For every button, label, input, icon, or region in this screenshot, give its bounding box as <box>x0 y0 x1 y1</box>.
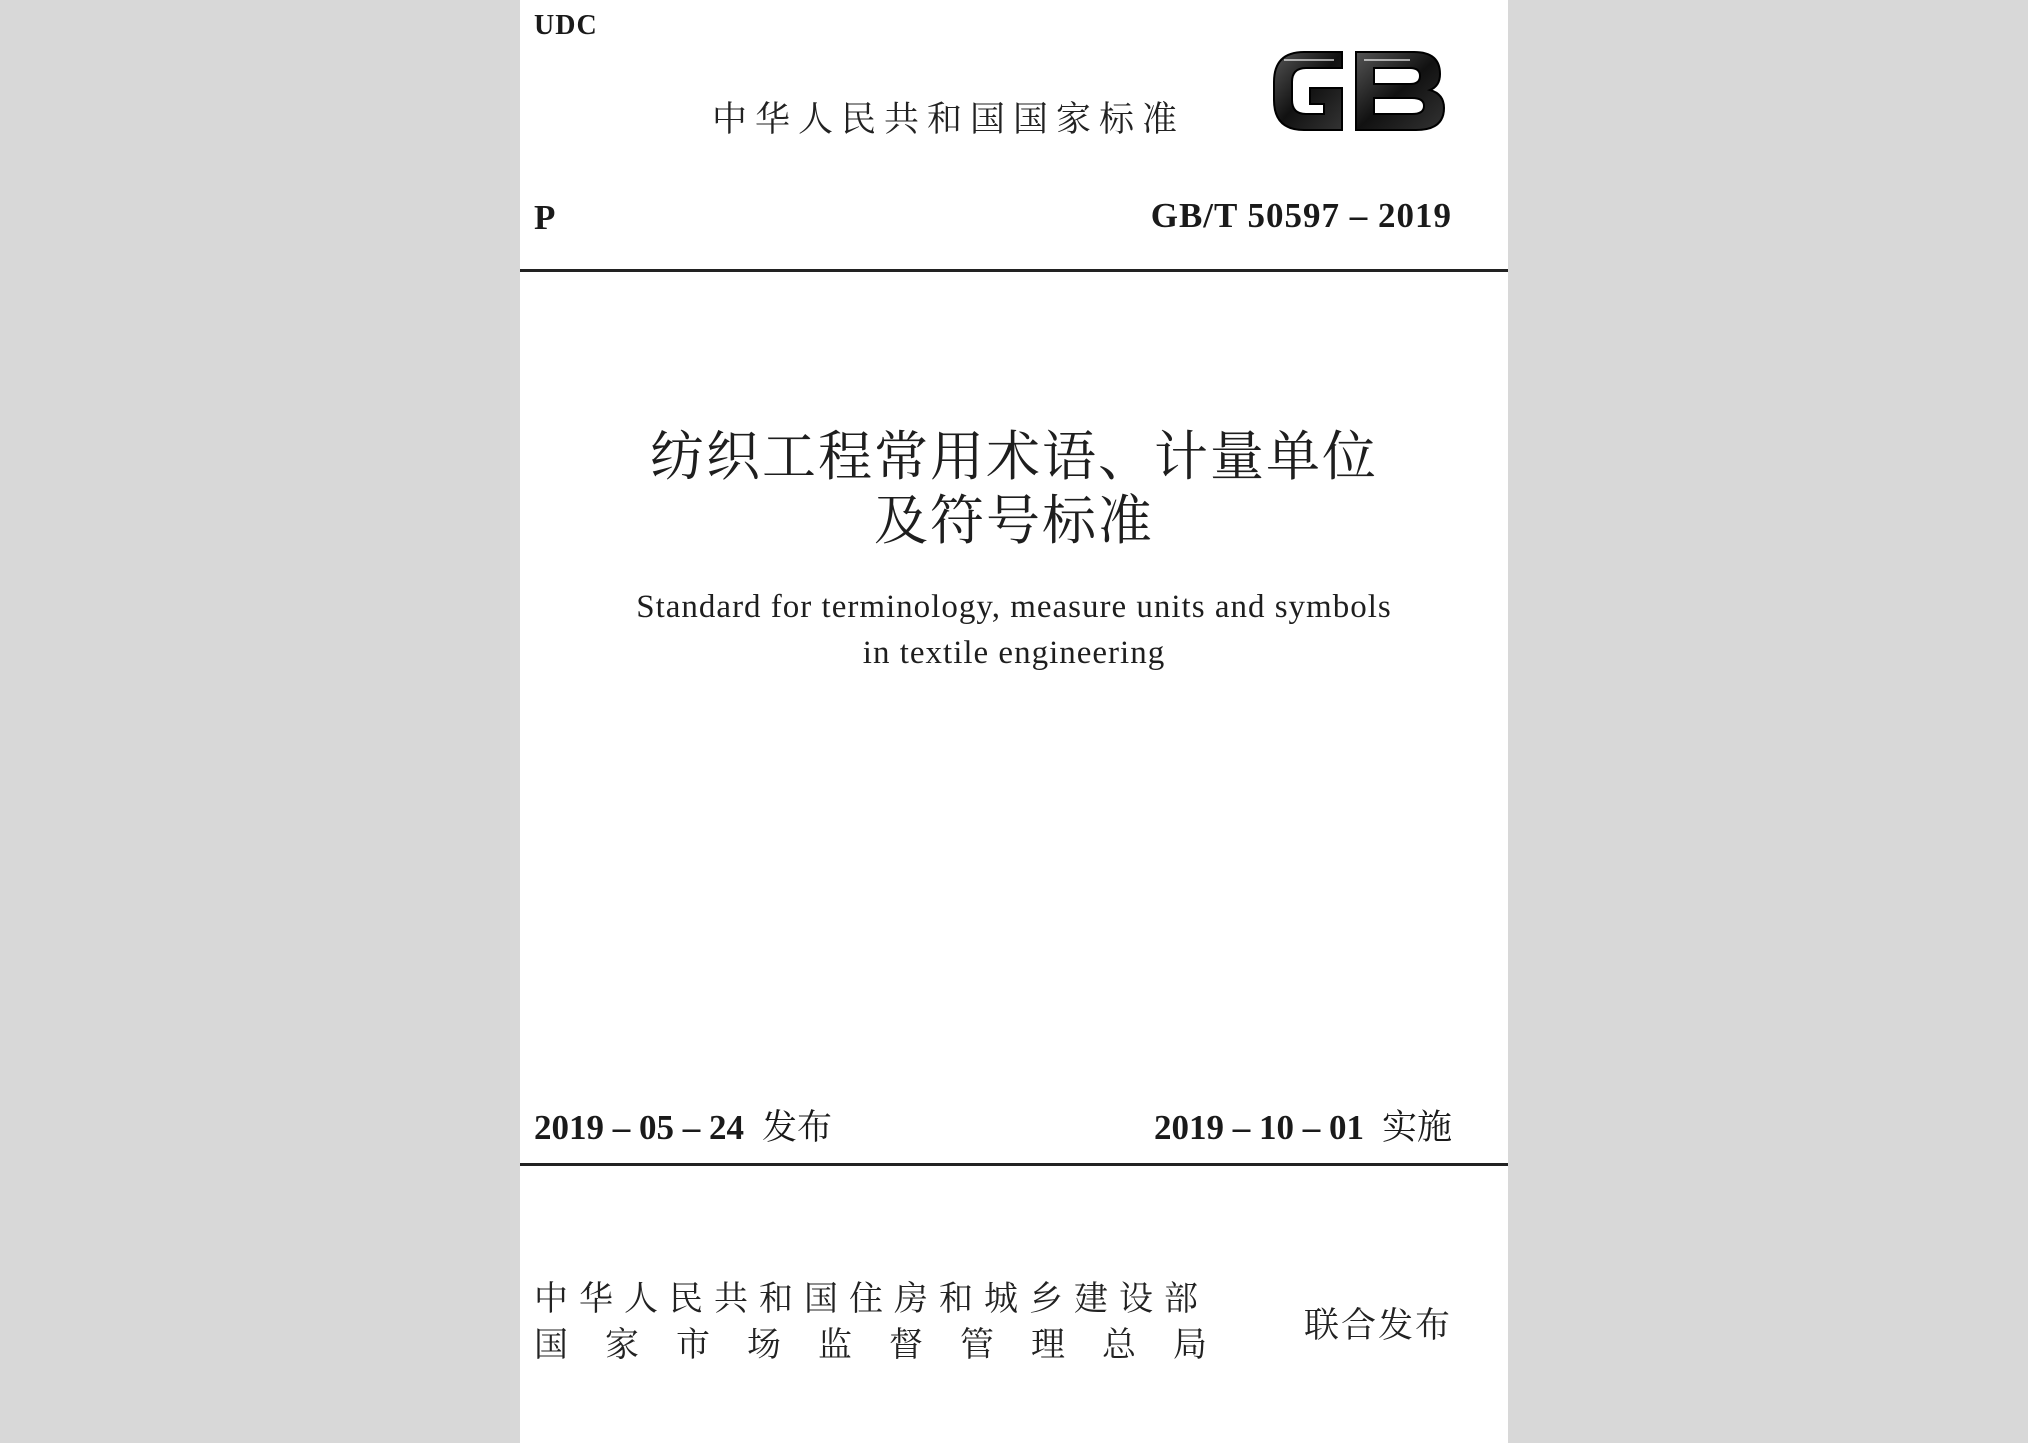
bottom-divider <box>520 1163 1508 1166</box>
issuer-administration: 国家市场监督管理总局 <box>534 1325 1244 1365</box>
gb-logo-icon <box>1264 38 1452 138</box>
implementation-date <box>1154 1100 1452 1150</box>
top-divider <box>520 269 1508 272</box>
english-title-line-2: in textile engineering <box>862 635 1166 671</box>
issuer-ministry: 中华人民共和国住房和城乡建设部 <box>534 1279 1209 1319</box>
standard-cover-page <box>520 0 1508 1443</box>
issue-date-label: 发布 <box>762 1108 833 1148</box>
implementation-date-label: 实施 <box>1381 1108 1452 1148</box>
issue-date-value: 2019 – 05 – 24 <box>534 1108 744 1147</box>
chinese-title-line-1: 纺织工程常用术语、计量单位 <box>650 425 1378 488</box>
implementation-date-value: 2019 – 10 – 01 <box>1153 1108 1364 1147</box>
issuing-authorities <box>534 1276 1244 1368</box>
english-title <box>520 584 1508 676</box>
standard-number: GB/T 50597 – 2019 <box>1150 196 1452 235</box>
issue-date <box>534 1100 832 1150</box>
chinese-title <box>520 425 1508 553</box>
udc-label: UDC <box>534 10 598 41</box>
chinese-title-line-2: 及符号标准 <box>874 489 1154 552</box>
english-title-line-1: Standard for terminology, measure units and symbols <box>636 589 1392 625</box>
joint-issue-label: 联合发布 <box>1303 1306 1452 1346</box>
classification-letter: P <box>534 198 556 237</box>
national-standard-heading: 中华人民共和国国家标准 <box>712 100 1186 140</box>
